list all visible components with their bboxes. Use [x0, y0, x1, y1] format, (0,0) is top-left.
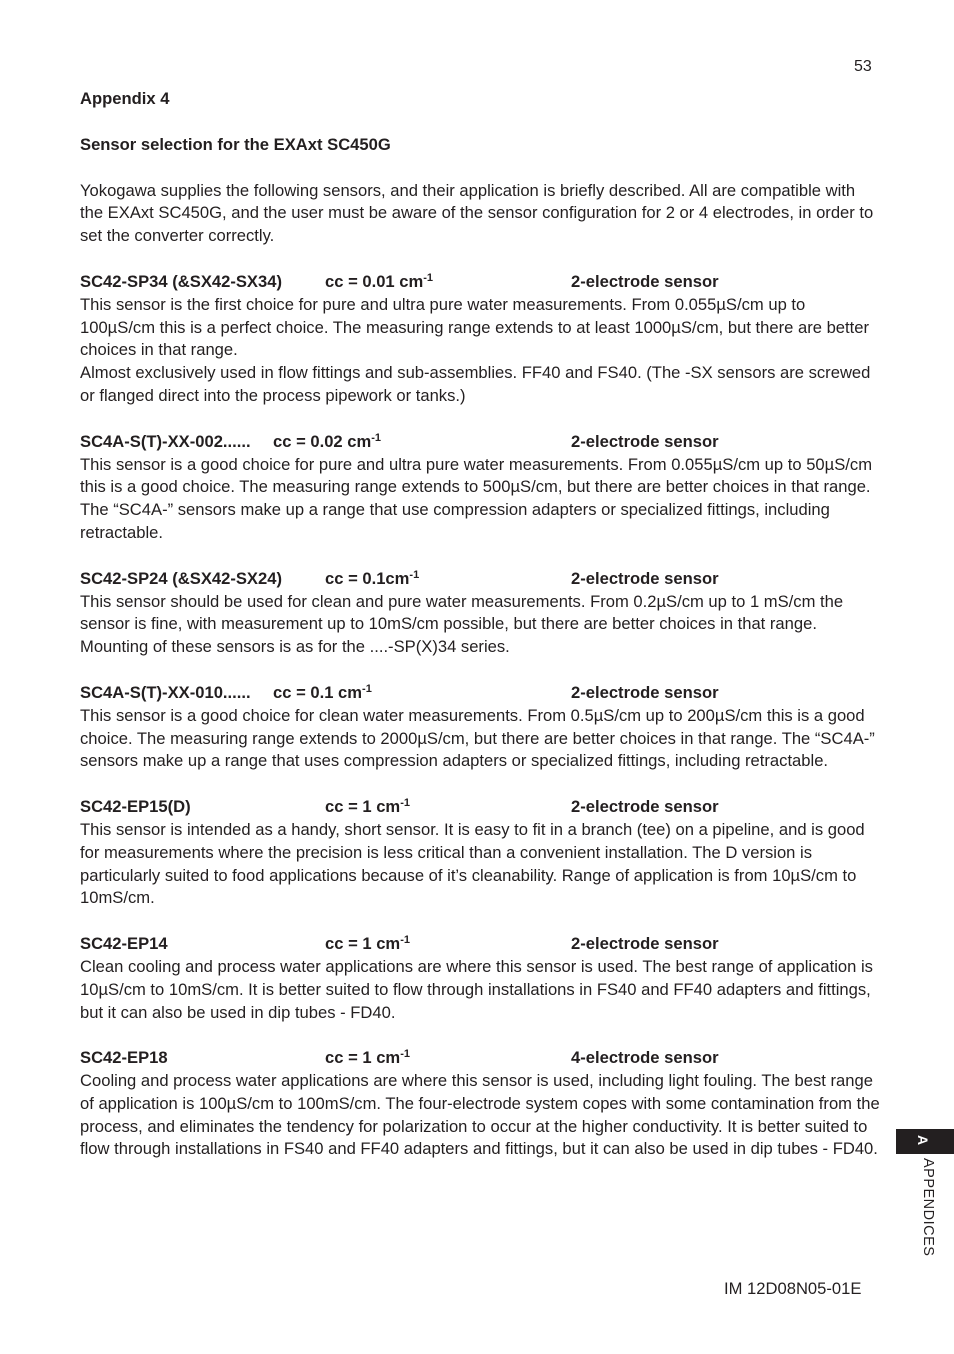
- sensor-model: SC42-EP15(D): [80, 797, 191, 817]
- cell-constant: cc = 0.1 $cm^{-1}$: [273, 682, 372, 702]
- appendix-heading: Appendix 4: [80, 89, 170, 108]
- sensor-description: Almost exclusively used in flow fittings and sub-assemblies. FF40 and FS40. (The -SX sensors are screwed or flanged direct into the process pipework or tanks.): [80, 363, 871, 405]
- sensor-type: 2-electrode sensor: [571, 568, 719, 588]
- cell-constant: cc = 0.01 $cm^{-1}$: [325, 271, 434, 291]
- sensor-description: Cooling and process water applications are where this sensor is used, including light fouling. The best range of application is 100µS/cm to 100mS/cm. The four-electrode system copes with some contamination from the process, and eliminates the tendency for polarization to occur at the higher conductivity. It is better suited to flow through installations in FS40 and FF40 adapters and fittings, but it can also be used in dip tubes - FD40.: [80, 1071, 880, 1159]
- sensor-model: SC42-SP34 (&SX42-SX34): [80, 271, 282, 291]
- document-code: IM 12D08N05-01E: [724, 1279, 862, 1298]
- sensor-heading: [80, 431, 880, 454]
- appendix-tab: [896, 1129, 954, 1154]
- cell-constant: cc = 1 $cm^{-1}$: [325, 797, 410, 817]
- sensor-sc42-sp24: [80, 568, 880, 659]
- sensor-description: This sensor should be used for clean and pure water measurements. From 0.2µS/cm up to 1 mS/cm the sensor is fine, with measurement up to 10mS/cm possible, but there are better choices in that range. Mounting of these sensors is as for the ....-SP(X)34 series.: [80, 591, 844, 657]
- cell-constant: cc = 1 $cm^{-1}$: [325, 1048, 410, 1068]
- sensor-sc4a-010: [80, 682, 880, 773]
- sensor-description: This sensor is a good choice for clean water measurements. From 0.5µS/cm up to 200µS/cm this is a good choice. The measuring range extends to 2000µS/cm, but there are better choices in that range. The “SC4A-” sensors make up a range that uses compression adapters or specialized fittings, including retractable.: [80, 705, 875, 771]
- intro-paragraph: Yokogawa supplies the following sensors, and their application is briefly described. All are compatible with the EXAxt SC450G, and the user must be aware of the sensor configuration for 2 or 4 electrodes, in order to set the converter correctly.: [80, 180, 874, 246]
- sensor-type: 4-electrode sensor: [571, 1048, 719, 1068]
- sensor-model: SC42-EP14: [80, 934, 168, 954]
- sensor-model: SC42-EP18: [80, 1048, 168, 1068]
- sensor-heading: [80, 568, 880, 591]
- sensor-type: 2-electrode sensor: [571, 934, 719, 954]
- sensor-model: SC4A-S(T)-XX-010......: [80, 682, 251, 702]
- appendix-tab-letter: A: [915, 1134, 932, 1146]
- sensor-type: 2-electrode sensor: [571, 271, 719, 291]
- sensor-heading: [80, 796, 880, 819]
- sensor-heading: [80, 933, 880, 956]
- sensor-sc42-sp34: [80, 271, 880, 408]
- appendix-tab-label: APPENDICES: [920, 1158, 936, 1257]
- sensor-sc42-ep18: [80, 1047, 880, 1161]
- sensor-description: This sensor is intended as a handy, short sensor. It is easy to fit in a branch (tee) on a pipeline, and is good for measurements where the precision is less critical than a convenient installation. The D version is particularly suited to food applications because of it’s cleanability. Range of application is from 10µS/cm to 10mS/cm.: [80, 819, 865, 908]
- sensor-description: This sensor is the first choice for pure and ultra pure water measurements. From 0.055µS/cm up to 100µS/cm this is a perfect choice. The measuring range extends to at least 1000µS/cm, but there are better choices in that range.: [80, 294, 870, 360]
- document-body: [80, 88, 880, 1184]
- page-number: 53: [854, 58, 872, 75]
- sensor-model: SC42-SP24 (&SX42-SX24): [80, 568, 282, 588]
- sensor-description: This sensor is a good choice for pure and ultra pure water measurements. From 0.055µS/cm up to 50µS/cm this is a good choice. The measuring range extends to 500µS/cm, but there are better choices in that range. The “SC4A-” sensors make up a range that use compression adapters or specialized fittings, including retractable.: [80, 454, 873, 542]
- sensor-type: 2-electrode sensor: [571, 797, 719, 817]
- sensor-heading: [80, 682, 880, 705]
- sensor-description: Clean cooling and process water applications are where this sensor is used. The best range of application is 10µS/cm to 10mS/cm. It is better suited to flow through installations in FS40 and FF40 adapters and fittings, but it can also be used in dip tubes - FD40.: [80, 956, 873, 1022]
- cell-constant: cc = $0.1cm^{-1}$: [325, 568, 420, 588]
- cell-constant: cc = 0.02 $cm^{-1}$: [273, 431, 382, 451]
- section-title: Sensor selection for the EXAxt SC450G: [80, 134, 391, 154]
- cell-constant: cc = 1 $cm^{-1}$: [325, 934, 410, 954]
- sensor-sc4a-002: [80, 431, 880, 545]
- sensor-heading: [80, 271, 880, 294]
- sensor-sc42-ep14: [80, 933, 880, 1024]
- sensor-model: SC4A-S(T)-XX-002......: [80, 431, 251, 451]
- sensor-heading: [80, 1047, 880, 1070]
- sensor-type: 2-electrode sensor: [571, 682, 719, 702]
- sensor-type: 2-electrode sensor: [571, 431, 719, 451]
- sensor-sc42-ep15: [80, 796, 880, 910]
